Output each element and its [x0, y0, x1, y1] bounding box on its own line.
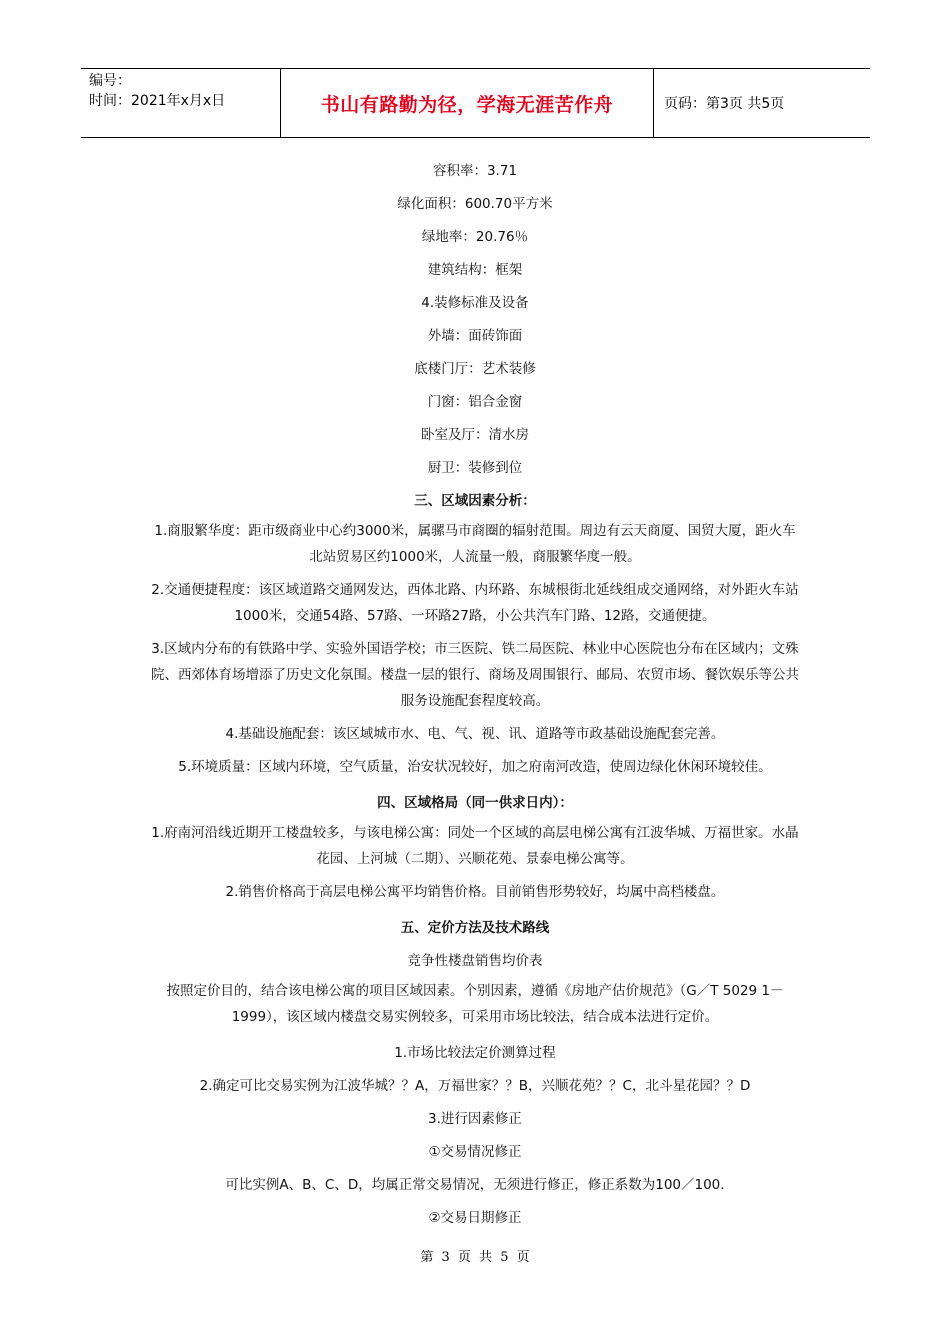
document-number-label: 编号： — [89, 73, 131, 89]
sub-step-2: ②交易日期修正 — [428, 1210, 522, 1226]
plot-ratio-line: 容积率：3.71 — [432, 163, 518, 179]
section-3-title: 三、区域因素分析： — [414, 493, 536, 509]
section-4-item-1: 1.府南河沿线近期开工楼盘较多，与该电梯公寓：同处一个区域的高层电梯公寓有江波华城、万福世家。水晶花园、上河城（二期）、兴顺花苑、景泰电梯公寓等。 — [151, 825, 799, 867]
page-footer: 第 3 页 共 5 页 — [420, 1250, 530, 1265]
section-3-item-5: 5.环境质量：区域内环境，空气质量，治安状况较好，加之府南河改造，使周边绿化休闲环境较佳。 — [178, 759, 772, 775]
page-header — [81, 68, 870, 138]
decoration-heading: 4.装修标准及设备 — [421, 295, 529, 311]
property-details — [150, 155, 800, 485]
header-motto: 书山有路勤为径，学海无涯苦作舟 — [281, 69, 654, 137]
section-4-item-2: 2.销售价格高于高层电梯公寓平均销售价格。目前销售形势较好，均属中高档楼盘。 — [225, 884, 725, 900]
green-area-line: 绿化面积：600.70平方米 — [397, 196, 553, 212]
lobby-line: 底楼门厅：艺术装修 — [414, 361, 536, 377]
step-1: 1.市场比较法定价测算过程 — [394, 1045, 556, 1061]
document-body — [150, 155, 800, 1235]
section-3-item-1: 1.商服繁华度：距市级商业中心约3000米，属骡马市商圈的辐射范围。周边有云天商厦、国贸大厦，距火车北站贸易区约1000米，人流量一般，商服繁华度一般。 — [154, 523, 796, 565]
green-rate-line: 绿地率：20.76％ — [421, 229, 529, 245]
document-date: 时间：2021年x月x日 — [89, 93, 226, 109]
section-5-title: 五、定价方法及技术路线 — [400, 920, 550, 936]
section-3-item-4: 4.基础设施配套：该区域城市水、电、气、视、讯、道路等市政基础设施配套完善。 — [225, 726, 725, 742]
table-title: 竞争性楼盘销售均价表 — [407, 953, 543, 969]
step-3: 3.进行因素修正 — [428, 1111, 522, 1127]
sub-step-1: ①交易情况修正 — [428, 1144, 522, 1160]
section-3-item-2: 2.交通便捷程度：该区域道路交通网发达，西体北路、内环路、东城根街北延线组成交通网络，对外距火车站1000米，交通54路、57路、一环路27路，小公共汽车门路、12路，交通便捷。 — [151, 582, 799, 624]
pricing-intro: 按照定价目的，结合该电梯公寓的项目区域因素。个别因素，遵循《房地产估价规范》（G／T 5029 1－1999），该区域内楼盘交易实例较多，可采用市场比较法，结合成本法进行定价。 — [166, 983, 784, 1025]
section-4-title: 四、区域格局（同一供求日内）： — [377, 795, 573, 811]
header-meta — [81, 69, 281, 137]
header-page-info: 页码：第3页 共5页 — [664, 96, 785, 112]
windows-line: 门窗：铝合金窗 — [427, 394, 523, 410]
sub-step-1-text: 可比实例A、B、C、D，均属正常交易情况，无须进行修正，修正系数为100／100. — [225, 1177, 725, 1193]
exterior-wall-line: 外墙：面砖饰面 — [427, 328, 523, 344]
step-2: 2.确定可比交易实例为江波华城？？A，万福世家？？B，兴顺花苑？？C，北斗星花园？？D — [199, 1078, 751, 1094]
kitchen-bath-line: 厨卫：装修到位 — [427, 460, 523, 476]
bedroom-line: 卧室及厅：清水房 — [421, 427, 529, 443]
section-3-item-3: 3.区域内分布的有铁路中学、实验外国语学校；市三医院、铁二局医院、林业中心医院也分布在区域内；文殊院、西郊体育场增添了历史文化氛围。楼盘一层的银行、商场及周围银行、邮局、农贸市场、餐饮娱乐等公共服务设施配套程度较高。 — [151, 641, 799, 709]
structure-line: 建筑结构：框架 — [427, 262, 523, 278]
